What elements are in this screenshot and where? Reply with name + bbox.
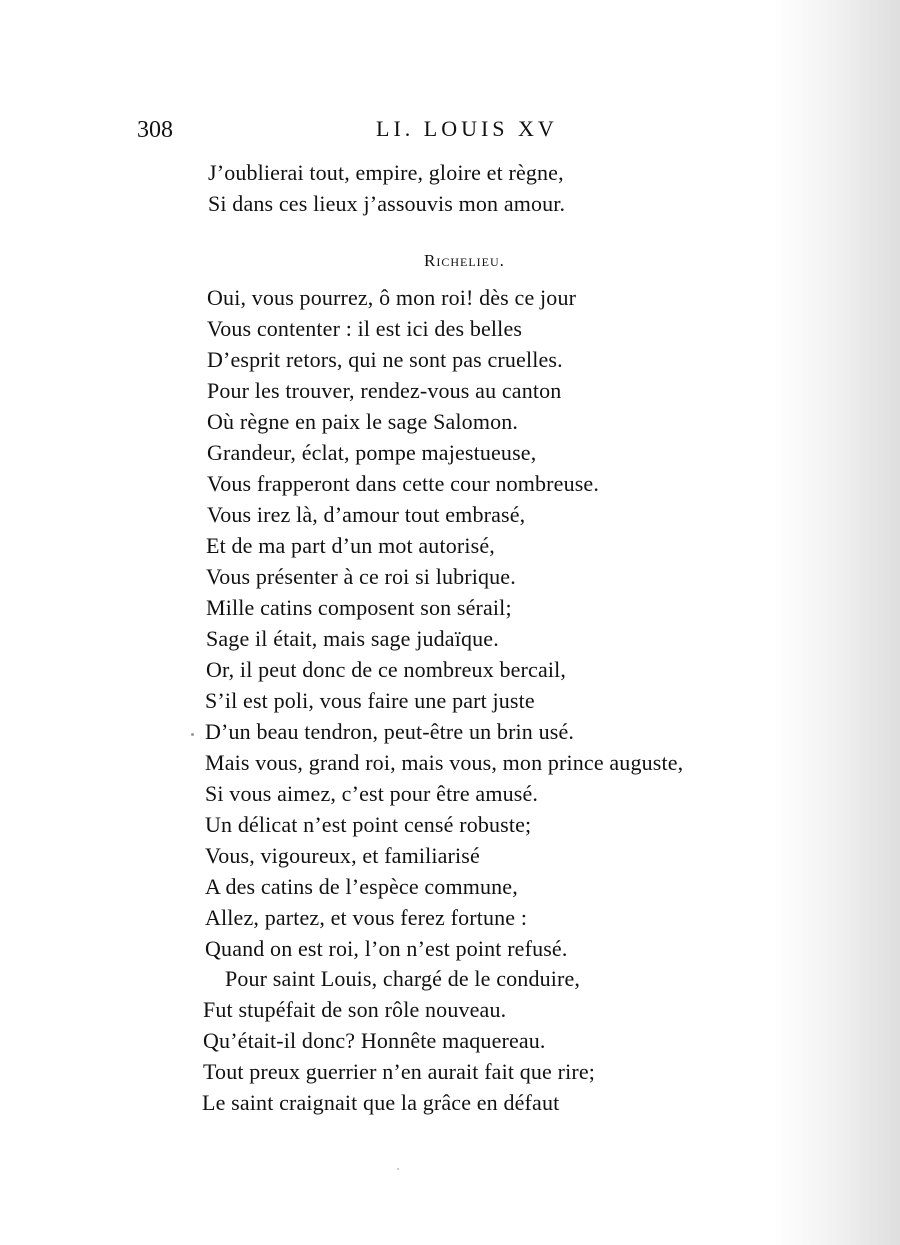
verse-line: Mais vous, grand roi, mais vous, mon prince auguste,	[205, 750, 684, 775]
verse-line: Allez, partez, et vous ferez fortune :	[205, 905, 528, 930]
verse-line: Vous présenter à ce roi si lubrique.	[206, 564, 516, 589]
verse-line: Pour les trouver, rendez-vous au canton	[207, 378, 562, 403]
verse-line: Vous, vigoureux, et familiarisé	[205, 843, 480, 868]
running-head: LI. LOUIS XV	[376, 116, 558, 141]
verse-line: D’esprit retors, qui ne sont pas cruelles.	[207, 347, 563, 372]
verse-line: Et de ma part d’un mot autorisé,	[206, 533, 495, 558]
verse-line: Pour saint Louis, chargé de le conduire,	[225, 966, 581, 991]
speaker-name: Richelieu.	[424, 251, 505, 270]
verse-line: Or, il peut donc de ce nombreux bercail,	[206, 657, 567, 682]
verse-line: D’un beau tendron, peut-être un brin usé.	[205, 719, 575, 744]
verse-line: Grandeur, éclat, pompe majestueuse,	[207, 440, 537, 465]
verse-line: Oui, vous pourrez, ô mon roi! dès ce jour	[207, 285, 577, 310]
verse-line: Tout preux guerrier n’en aurait fait que rire;	[203, 1059, 596, 1084]
verse-line: S’il est poli, vous faire une part juste	[205, 688, 535, 713]
verse-line: Le saint craignait que la grâce en défaut	[202, 1090, 560, 1115]
verse-line: Qu’était-il donc? Honnête maquereau.	[203, 1028, 546, 1053]
verse-line: Vous frapperont dans cette cour nombreuse.	[207, 471, 599, 496]
verse-line: Si vous aimez, c’est pour être amusé.	[205, 781, 539, 806]
page-number: 308	[137, 117, 173, 143]
verse-line: Un délicat n’est point censé robuste;	[205, 812, 532, 837]
margin-speck-lower	[397, 1168, 399, 1170]
verse-line: Fut stupéfait de son rôle nouveau.	[203, 997, 507, 1022]
verse-line: Sage il était, mais sage judaïque.	[206, 626, 499, 651]
verse-line: Mille catins composent son sérail;	[206, 595, 512, 620]
verse-line: A des catins de l’espèce commune,	[205, 874, 518, 899]
margin-speck	[191, 733, 194, 736]
verse-line: Vous contenter : il est ici des belles	[207, 316, 523, 341]
verse-line: J’oublierai tout, empire, gloire et règne,	[208, 160, 564, 185]
verse-line: Vous irez là, d’amour tout embrasé,	[207, 502, 526, 527]
verse-line: Où règne en paix le sage Salomon.	[207, 409, 519, 434]
verse-line: Si dans ces lieux j’assouvis mon amour.	[208, 191, 566, 216]
verse-line: Quand on est roi, l’on n’est point refusé.	[205, 936, 568, 961]
